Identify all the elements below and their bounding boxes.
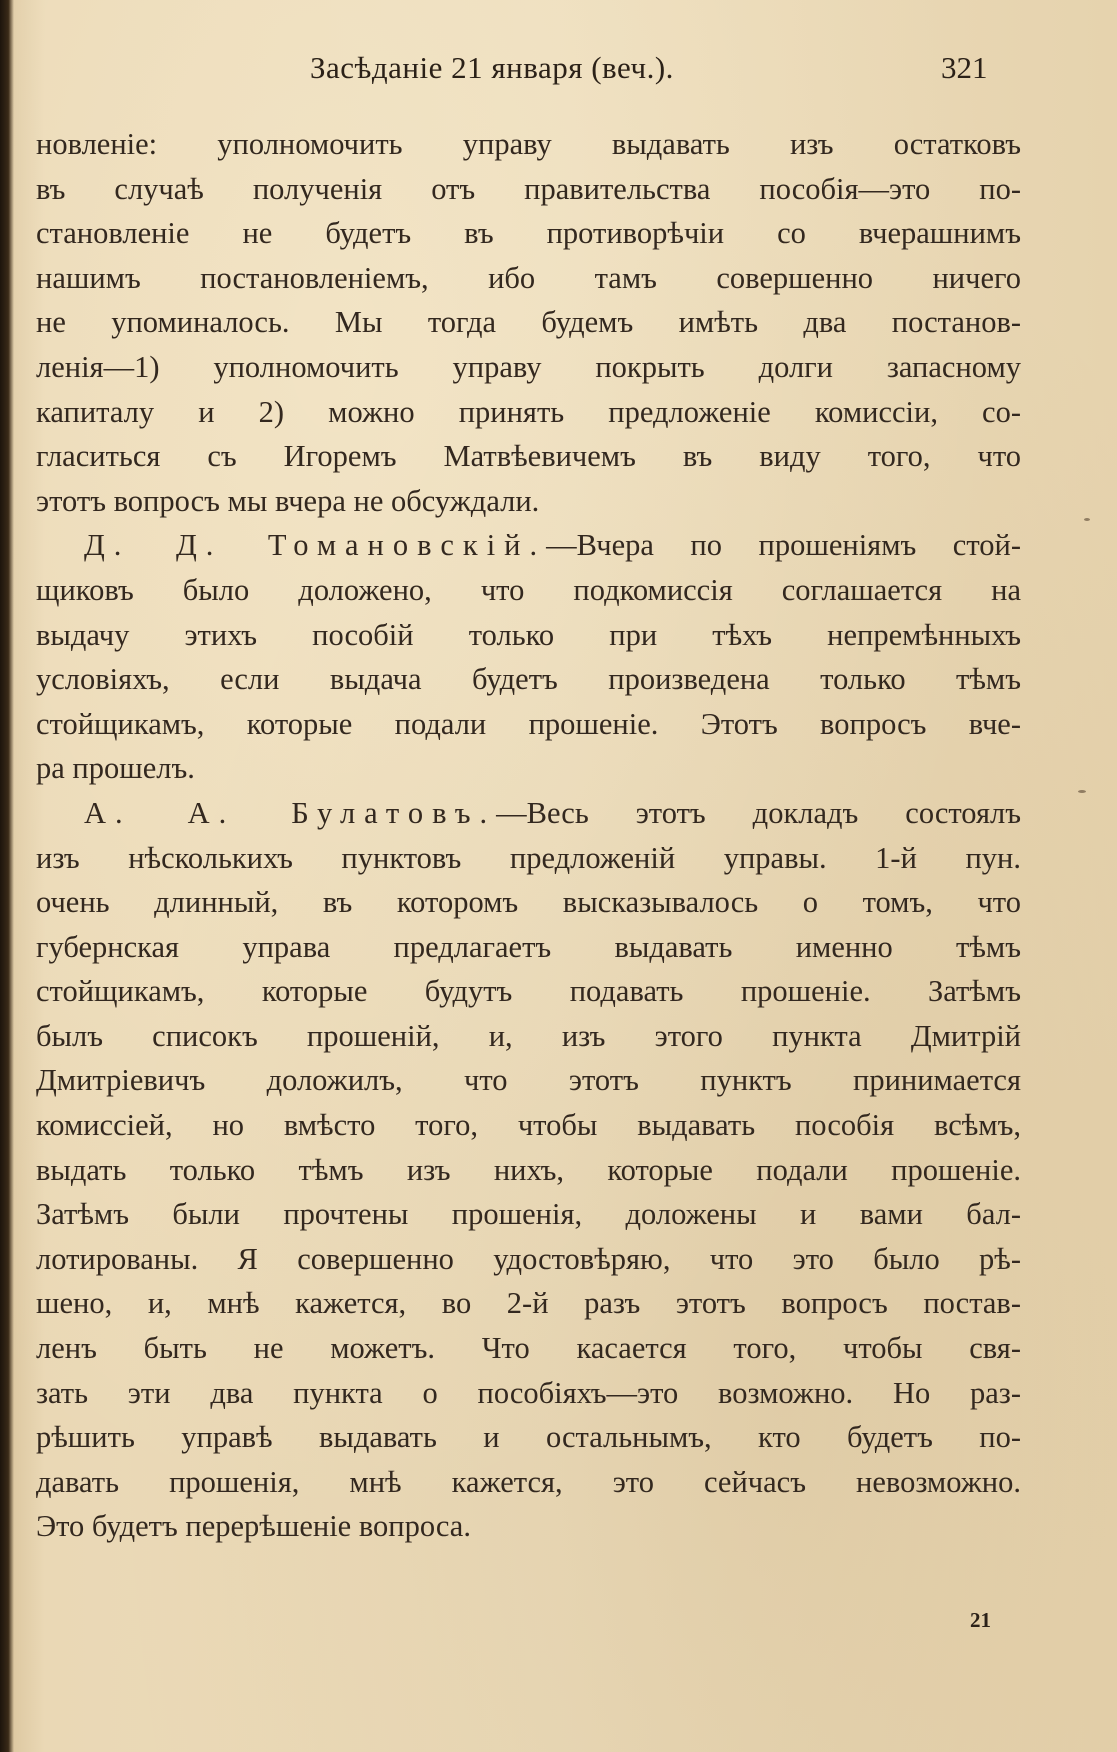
signature-mark: 21: [970, 1608, 991, 1632]
text-line: щиковъ было доложено, что подкомиссія соглашается на: [36, 572, 1021, 607]
paragraph: [36, 523, 1021, 791]
paper-speck: [1084, 518, 1090, 521]
text-line: ленія—1) уполномочить управу покрыть долги запасному: [36, 349, 1021, 384]
text-line: зать эти два пункта о пособіяхъ—это возможно. Но раз-: [36, 1375, 1021, 1410]
text-line: стойщикамъ, которые подали прошеніе. Этотъ вопросъ вче-: [36, 706, 1021, 741]
book-spine-shadow: [0, 0, 14, 1752]
text-line: выдачу этихъ пособій только при тѣхъ непремѣнныхъ: [36, 617, 1021, 652]
text-line: этотъ вопросъ мы вчера не обсуждали.: [36, 483, 540, 518]
text-line: не упоминалось. Мы тогда будемъ имѣть два постанов-: [36, 305, 1021, 340]
text-line: рѣшить управѣ выдавать и остальнымъ, кто будетъ по-: [36, 1420, 1021, 1455]
text-line: нашимъ постановленіемъ, ибо тамъ совершенно ничего: [36, 260, 1021, 295]
paragraph: [36, 122, 1021, 523]
speech-start: —Весь этотъ докладъ состоялъ: [496, 795, 1021, 830]
text-line: очень длинный, въ которомъ высказывалось о томъ, что: [36, 885, 1021, 920]
text-line: былъ списокъ прошеній, и, изъ этого пункта Дмитрій: [36, 1018, 1021, 1053]
text-line: Затѣмъ были прочтены прошенія, доложены и вами бал-: [36, 1197, 1021, 1232]
running-title: Засѣданіе 21 января (веч.).: [310, 50, 674, 85]
text-line: лотированы. Я совершенно удостовѣряю, что это было рѣ-: [36, 1241, 1021, 1276]
text-line: шено, и, мнѣ кажется, во 2-й разъ этотъ вопросъ постав-: [36, 1286, 1021, 1321]
text-line: ленъ быть не можетъ. Что касается того, чтобы свя-: [36, 1331, 1021, 1366]
speech-start: —Вчера по прошеніямъ стой-: [546, 528, 1021, 563]
text-line: выдать только тѣмъ изъ нихъ, которые подали прошеніе.: [36, 1152, 1021, 1187]
body-text: [36, 122, 1021, 1549]
text-line: ра прошелъ.: [36, 751, 195, 786]
text-line: изъ нѣсколькихъ пунктовъ предложеній управы. 1-й пун.: [36, 840, 1021, 875]
text-line: Дмитріевичъ доложилъ, что этотъ пунктъ принимается: [36, 1063, 1021, 1098]
speaker-name: А. А. Булатовъ.: [84, 795, 497, 830]
text-line: губернская управа предлагаетъ выдавать именно тѣмъ: [36, 929, 1021, 964]
text-line: [36, 523, 1021, 568]
text-line: условіяхъ, если выдача будетъ произведена только тѣмъ: [36, 662, 1021, 697]
page-number: 321: [941, 50, 988, 85]
paragraph: [36, 791, 1021, 1549]
text-line: комиссіей, но вмѣсто того, чтобы выдавать пособія всѣмъ,: [36, 1108, 1021, 1143]
text-line: [36, 791, 1021, 836]
text-line: новленіе: уполномочить управу выдавать изъ остатковъ: [36, 127, 1021, 161]
running-head: [0, 50, 1117, 90]
text-line: становленіе не будетъ въ противорѣчіи со вчерашнимъ: [36, 216, 1021, 251]
speaker-name: Д. Д. Томановскій.: [84, 528, 547, 563]
text-line: гласиться съ Игоремъ Матвѣевичемъ въ виду того, что: [36, 439, 1021, 474]
text-line: Это будетъ перерѣшеніе вопроса.: [36, 1509, 471, 1544]
text-line: въ случаѣ полученія отъ правительства пособія—это по-: [36, 171, 1021, 206]
text-line: давать прошенія, мнѣ кажется, это сейчасъ невозможно.: [36, 1464, 1021, 1499]
text-line: капиталу и 2) можно принять предложеніе комиссіи, со-: [36, 394, 1021, 429]
text-line: стойщикамъ, которые будутъ подавать прошеніе. Затѣмъ: [36, 974, 1021, 1009]
paper-speck: [1078, 790, 1086, 793]
